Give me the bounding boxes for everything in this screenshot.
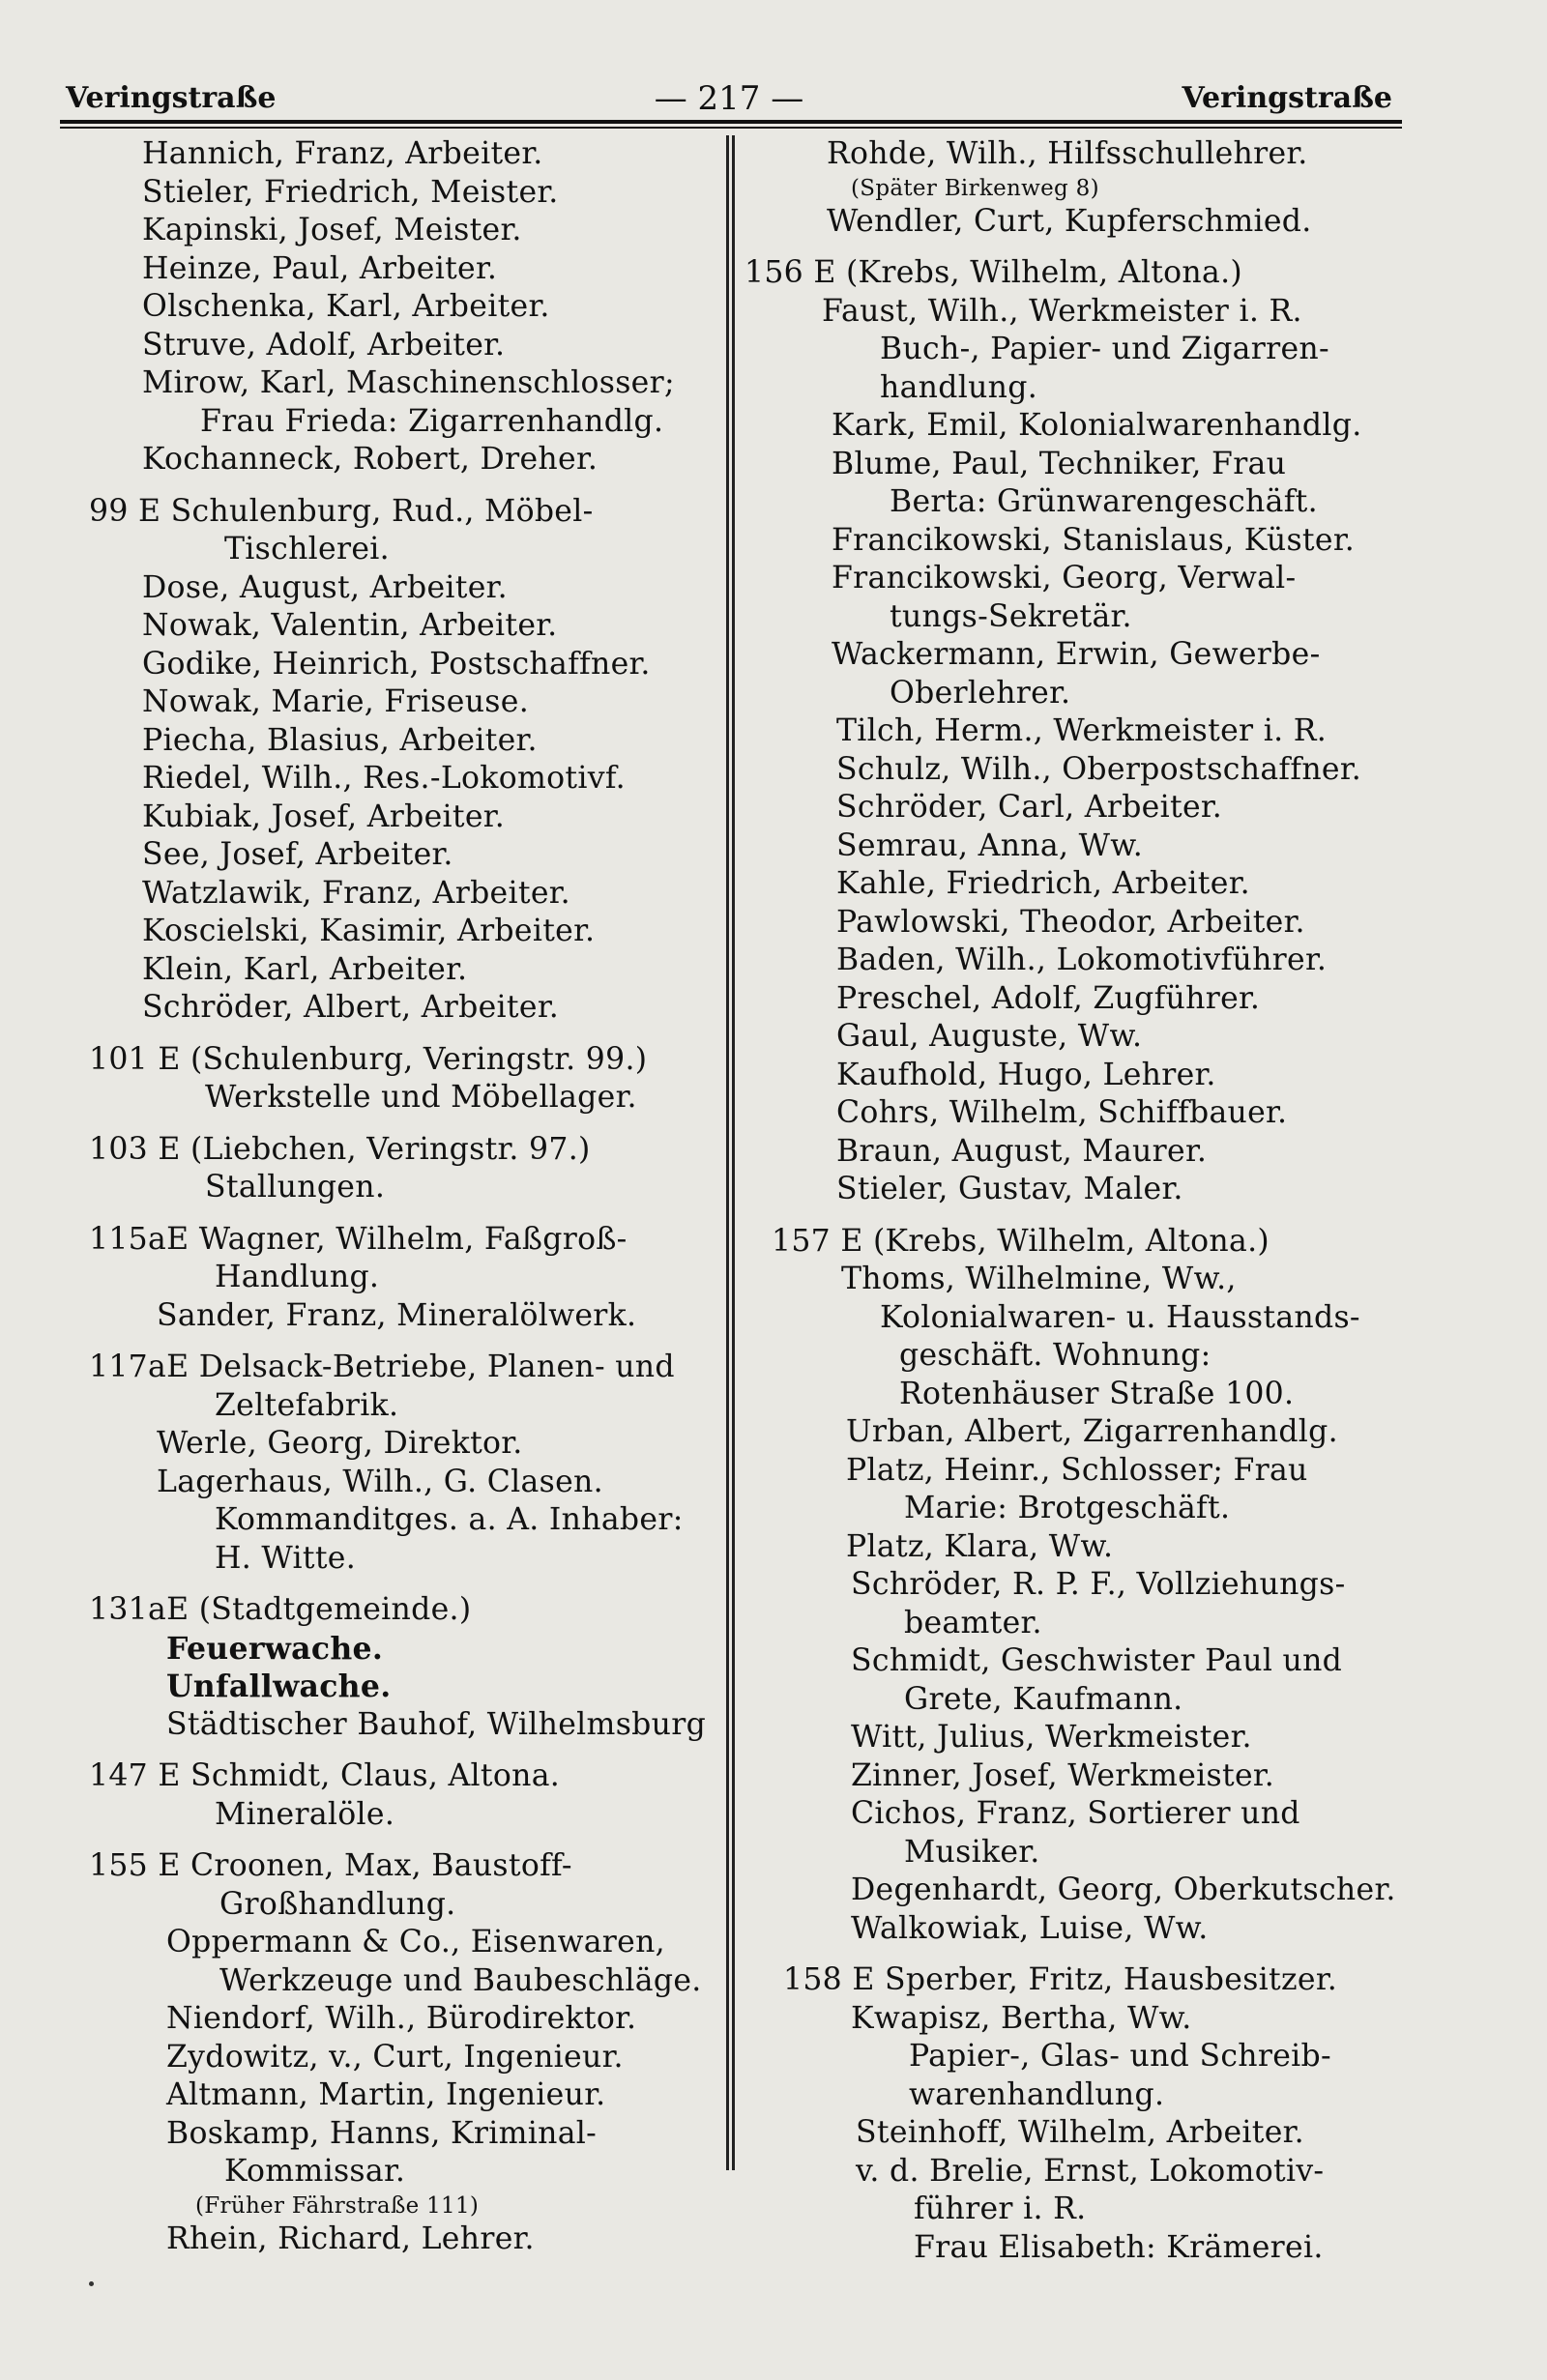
directory-entry-line: Watzlawik, Franz, Arbeiter.: [142, 875, 570, 911]
directory-entry-line: geschäft. Wohnung:: [899, 1338, 1211, 1373]
directory-entry-line: Werkstelle und Möbellager.: [205, 1080, 637, 1115]
directory-entry-line: Cohrs, Wilhelm, Schiffbauer.: [836, 1095, 1288, 1130]
directory-entry-line: Kommissar.: [224, 2154, 406, 2189]
directory-entry-line: Berta: Grünwarengeschäft.: [890, 484, 1318, 519]
directory-entry-line: Tischlerei.: [224, 532, 390, 566]
running-head-right: Veringstraße: [1182, 81, 1392, 115]
directory-entry-line: Stallungen.: [205, 1170, 386, 1205]
directory-entry-line: 99 E Schulenburg, Rud., Möbel-: [89, 493, 594, 529]
directory-entry-line: führer i. R.: [914, 2191, 1087, 2226]
directory-entry-line: See, Josef, Arbeiter.: [142, 837, 453, 872]
directory-entry-line: Stieler, Gustav, Maler.: [836, 1172, 1183, 1206]
directory-entry-line: Struve, Adolf, Arbeiter.: [142, 327, 506, 363]
directory-entry-line: Großhandlung.: [219, 1886, 456, 1922]
print-speck: [89, 2281, 94, 2286]
directory-entry-line: (Später Birkenweg 8): [851, 175, 1099, 201]
directory-entry-line: Kwapisz, Bertha, Ww.: [851, 2000, 1192, 2036]
directory-entry-line: Pawlowski, Theodor, Arbeiter.: [836, 904, 1305, 940]
left-column: [89, 135, 737, 2258]
directory-entry-line: Lagerhaus, Wilh., G. Clasen.: [157, 1464, 603, 1499]
directory-entry-line: Schmidt, Geschwister Paul und: [851, 1643, 1343, 1678]
directory-entry-line: Frau Frieda: Zigarrenhandlg.: [200, 403, 664, 439]
directory-entry-line: Zydowitz, v., Curt, Ingenieur.: [166, 2039, 624, 2075]
directory-entry-line: Kapinski, Josef, Meister.: [142, 213, 522, 247]
directory-entry-line: Olschenka, Karl, Arbeiter.: [142, 289, 550, 324]
directory-entry-line: Marie: Brotgeschäft.: [904, 1491, 1231, 1525]
directory-entry-line: Semrau, Anna, Ww.: [836, 827, 1144, 863]
directory-entry-line: Tilch, Herm., Werkmeister i. R.: [836, 713, 1328, 748]
directory-entry-line: 103 E (Liebchen, Veringstr. 97.): [89, 1131, 591, 1167]
directory-entry-line: Rotenhäuser Straße 100.: [899, 1376, 1295, 1411]
directory-entry-line: Blume, Paul, Techniker, Frau: [832, 446, 1287, 481]
directory-entry-line: Buch-, Papier- und Zigarren-: [880, 332, 1329, 366]
directory-entry-line: Zinner, Josef, Werkmeister.: [851, 1757, 1275, 1793]
directory-entry-line: Zeltefabrik.: [215, 1387, 399, 1423]
page-number: — 217 —: [654, 79, 804, 118]
directory-entry-line: Oppermann & Co., Eisenwaren,: [166, 1925, 665, 1959]
directory-entry-line: Francikowski, Georg, Verwal-: [832, 561, 1297, 595]
directory-entry-line: Degenhardt, Georg, Oberkutscher.: [851, 1872, 1396, 1907]
directory-entry-line: Kark, Emil, Kolonialwarenhandlg.: [832, 408, 1362, 443]
directory-entry-line: 117aE Delsack-Betriebe, Planen- und: [89, 1350, 675, 1384]
directory-entry-line: Walkowiak, Luise, Ww.: [851, 1910, 1209, 1946]
directory-entry-line: Wackermann, Erwin, Gewerbe-: [832, 637, 1321, 672]
directory-entry-line: Boskamp, Hanns, Kriminal-: [166, 2115, 598, 2151]
right-column: [744, 135, 1396, 2267]
directory-entry-line: Stieler, Friedrich, Meister.: [142, 174, 559, 210]
directory-entry-line: 101 E (Schulenburg, Veringstr. 99.): [89, 1041, 648, 1077]
directory-entry-line: 157 E (Krebs, Wilhelm, Altona.): [772, 1223, 1270, 1259]
directory-entry-line: Hannich, Franz, Arbeiter.: [142, 136, 543, 171]
directory-entry-line: Steinhoff, Wilhelm, Arbeiter.: [856, 2115, 1304, 2150]
directory-entry-line: 115aE Wagner, Wilhelm, Faßgroß-: [89, 1221, 628, 1257]
directory-entry-line: Braun, August, Maurer.: [836, 1133, 1208, 1169]
directory-entry-line: Platz, Klara, Ww.: [846, 1528, 1114, 1564]
directory-entry-line: Koscielski, Kasimir, Arbeiter.: [142, 914, 596, 948]
directory-entry-line: Thoms, Wilhelmine, Ww.,: [841, 1262, 1237, 1296]
directory-entry-line: Klein, Karl, Arbeiter.: [142, 951, 468, 987]
directory-entry-line: v. d. Brelie, Ernst, Lokomotiv-: [856, 2153, 1325, 2189]
directory-entry-line: Wendler, Curt, Kupferschmied.: [827, 203, 1312, 239]
directory-entry-line: Witt, Julius, Werkmeister.: [851, 1720, 1252, 1755]
directory-entry-line: Platz, Heinr., Schlosser; Frau: [846, 1452, 1308, 1488]
directory-entry-line: Mineralöle.: [215, 1796, 395, 1832]
directory-entry-line: Nowak, Marie, Friseuse.: [142, 684, 530, 719]
directory-entry-line: Nowak, Valentin, Arbeiter.: [142, 608, 558, 643]
directory-entry-line: Godike, Heinrich, Postschaffner.: [142, 646, 651, 682]
directory-entry-line: Sander, Franz, Mineralölwerk.: [157, 1297, 637, 1333]
directory-entry-line: Faust, Wilh., Werkmeister i. R.: [822, 293, 1302, 329]
header-rule-thick: [60, 120, 1402, 124]
directory-entry-line: Heinze, Paul, Arbeiter.: [142, 250, 498, 286]
directory-entry-line: Urban, Albert, Zigarrenhandlg.: [846, 1414, 1338, 1449]
directory-entry-line: Gaul, Auguste, Ww.: [836, 1019, 1143, 1054]
directory-entry-line: 156 E (Krebs, Wilhelm, Altona.): [744, 255, 1243, 290]
directory-entry-line: Niendorf, Wilh., Bürodirektor.: [166, 2001, 637, 2036]
directory-entry-line: 155 E Croonen, Max, Baustoff-: [89, 1848, 572, 1883]
directory-entry-line: Werle, Georg, Direktor.: [157, 1426, 523, 1461]
directory-entry-line: Schulz, Wilh., Oberpostschaffner.: [836, 751, 1362, 787]
directory-entry-line: Schröder, R. P. F., Vollziehungs-: [851, 1567, 1346, 1602]
directory-entry-line: Piecha, Blasius, Arbeiter.: [142, 722, 538, 758]
directory-entry-line: Kubiak, Josef, Arbeiter.: [142, 798, 506, 834]
directory-entry-line: H. Witte.: [215, 1540, 357, 1576]
directory-entry-line: Oberlehrer.: [890, 675, 1071, 711]
directory-entry-line: Frau Elisabeth: Krämerei.: [914, 2229, 1324, 2265]
directory-entry-line: Schröder, Albert, Arbeiter.: [142, 990, 560, 1025]
directory-entry-line: beamter.: [904, 1605, 1042, 1640]
directory-entry-line: Francikowski, Stanislaus, Küster.: [832, 522, 1356, 558]
directory-entry-line: Kolonialwaren- u. Hausstands-: [880, 1299, 1360, 1335]
directory-entry-line: Dose, August, Arbeiter.: [142, 569, 508, 605]
directory-entry-line: Rhein, Richard, Lehrer.: [166, 2220, 535, 2256]
directory-entry-line: Papier-, Glas- und Schreib-: [909, 2039, 1331, 2074]
directory-entry-line: 147 E Schmidt, Claus, Altona.: [89, 1758, 561, 1793]
header-rule-thin: [60, 127, 1402, 129]
directory-entry-line: Musiker.: [904, 1834, 1040, 1870]
directory-entry-line: Riedel, Wilh., Res.-Lokomotivf.: [142, 761, 626, 796]
directory-entry-line: warenhandlung.: [909, 2076, 1165, 2112]
directory-entry-line: 158 E Sperber, Fritz, Hausbesitzer.: [783, 1962, 1338, 1997]
directory-entry-line: Mirow, Karl, Maschinenschlosser;: [142, 365, 675, 400]
directory-entry-line: Altmann, Martin, Ingenieur.: [166, 2077, 606, 2112]
directory-entry-line: Handlung.: [215, 1260, 380, 1294]
directory-entry-line: Kaufhold, Hugo, Lehrer.: [836, 1057, 1216, 1092]
directory-entry-line: Cichos, Franz, Sortierer und: [851, 1796, 1300, 1831]
directory-entry-line: Kommanditges. a. A. Inhaber:: [215, 1502, 684, 1537]
directory-entry-line: Grete, Kaufmann.: [904, 1681, 1183, 1717]
directory-entry-line: Städtischer Bauhof, Wilhelmsburg: [166, 1706, 707, 1742]
directory-entry-line: Kochanneck, Robert, Dreher.: [142, 442, 598, 477]
directory-entry-line: tungs-Sekretär.: [890, 598, 1132, 634]
directory-entry-line: (Früher Fährstraße 111): [195, 2192, 480, 2219]
page-header: [66, 75, 1392, 124]
directory-entry-line: Schröder, Carl, Arbeiter.: [836, 790, 1223, 825]
directory-entry-line: Preschel, Adolf, Zugführer.: [836, 980, 1261, 1016]
directory-entry-line: Unfallwache.: [166, 1669, 392, 1704]
directory-entry-line: Feuerwache.: [166, 1630, 384, 1667]
running-head-left: Veringstraße: [66, 81, 277, 115]
directory-entry-line: Werkzeuge und Baubeschläge.: [219, 1962, 702, 1998]
directory-entry-line: handlung.: [880, 369, 1038, 405]
directory-entry-line: Rohde, Wilh., Hilfsschullehrer.: [827, 136, 1308, 171]
directory-entry-line: Baden, Wilh., Lokomotivführer.: [836, 943, 1328, 977]
directory-entry-line: 131aE (Stadtgemeinde.): [89, 1592, 472, 1627]
directory-entry-line: Kahle, Friedrich, Arbeiter.: [836, 866, 1250, 901]
